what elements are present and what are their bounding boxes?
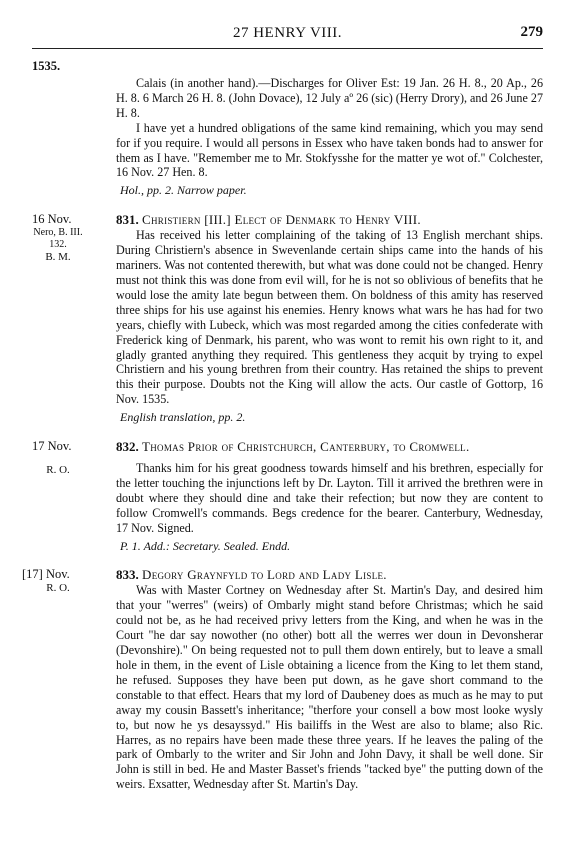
entry-number: 831. [116,212,139,228]
continuation-paragraph-2: I have yet a hundred obligations of the same kind remaining, which you may send for if you require. I would all persons in Essex who have taken bonds had to answer for them as I have. "Remember me to Mr. Stokfysshe for the matter ye wot of." Colchester, 16 Nov. 27 Hen. 8. [116,120,543,180]
entry-title: Christiern [III.] Elect of Denmark to Henry VIII. [142,212,421,228]
header-title: 27 HENRY VIII. [232,25,343,41]
header-rule [32,48,543,49]
entry-ref: B. M. [45,251,71,264]
entry-832 [32,439,543,553]
entry-paragraph: Thanks him for his great goodness towards himself and his brethren, especially for the letter touching the injunctions left by Dr. Layton. Till it arrived the brethren were in doubt where they should dine and take their refection; but now they are content to follow Cromwell's commands. Begs credence for the bearer. Canterbury, Wednesday, 17 Nov. Signed. [116,461,543,535]
entry-ref: 132. [49,239,67,251]
entry-date: 16 Nov. [32,212,72,227]
entry-833 [22,567,543,792]
entry-heading [116,567,543,583]
year-label: 1535. [32,59,61,73]
entry-paragraph: Was with Master Cortney on Wednesday after St. Martin's Day, and desired him that your "werres" (weirs) of Ombarly might stand before Christmas; which he said could not be, as he had received privy letters from the King, and when he was in the Court "he dar say nowother (no other) bott all the werres wer doun in Devonsherar (Devonshire)." On being requested not to pull them down entirely, but to leave a small hole in them, in the event of Lisle obtaining a licence from the King to let them stand, he refused. Supposes they have been put down, as he gave short command to the constable to that effect. Hears that my lord of Daubeney does as much as he may to put away my cousin Bassett's inheritance; "therfore your consell a bow most looke wysly to, but now he ys desayssyd." His bailiffs in the West are also to blame; also Ric. Harres, as no repairs have been made these three years. If he leaves the paling of the park of Ombarly to the writer and Sir John and John Davy, it shall be well done. Sir John is still in bed. He and Master Basset's friends "tacked bye" the putting down of the weirs. Exsatter, Wednesday after St. Martin's Day. [116,583,543,792]
entry-number: 833. [116,567,139,583]
running-header [32,22,543,44]
entry-margin [22,567,116,792]
continuation-paragraph-1: Calais (in another hand).—Discharges for Oliver Est: 19 Jan. 26 H. 8., 20 Ap., 26 H. 8. 6 March 26 H. 8. (John Dovace), 12 July aº 26 (sic) (Herry Drory), and 26 June 27 H. 8. [116,76,543,120]
entry-831 [32,212,543,425]
entry-title: Degory Graynfyld to Lord and Lady Lisle. [142,567,387,583]
continuation-note: Hol., pp. 2. Narrow paper. [120,183,247,198]
entry-date: [17] Nov. [22,567,70,582]
entry-margin [32,439,116,553]
page-number: 279 [520,24,543,40]
entry-note: P. 1. Add.: Secretary. Sealed. Endd. [120,538,291,553]
entry-ref: R. O. [46,464,70,477]
continuation-margin [32,76,116,198]
entry-title: Thomas Prior of Christchurch, Canterbury, to Cromwell. [142,439,470,455]
continuation-block [32,76,543,198]
entry-heading [116,212,543,228]
entry-heading [116,439,543,455]
entry-margin [32,212,116,425]
entry-ref: Nero, B. III. [33,227,83,239]
entry-ref: R. O. [46,582,70,595]
entry-date: 17 Nov. [32,439,72,454]
entry-number: 832. [116,439,139,455]
entry-paragraph: Has received his letter complaining of the taking of 13 English merchant ships. During Christiern's absence in Swevenlande certain ships came into the hands of his mariners. Was not contented therewith, but what was done could not be changed. Henry must not think this was done from evil will, for he is not so oblivious of benefits that he would lose the amity late begun between them. On boldness of this amity has reserved three ships for his use against his enemies. Henry knows what wars he has had for two years, chiefly with Lubeck, which was most regarded among the cities confederate with Frederick king of Denmark, his parent, who was wont to remit his own right to it, and gladly granted anything they required. This gentleness they acquit by trying to expel Christiern and his young brethren from their country. Has retained the ships to prevent this their purpose. Doubts not the King will allow the acts. Our castle of Gottorp, 16 Nov. 1535. [116,228,543,407]
entry-note: English translation, pp. 2. [120,410,246,425]
